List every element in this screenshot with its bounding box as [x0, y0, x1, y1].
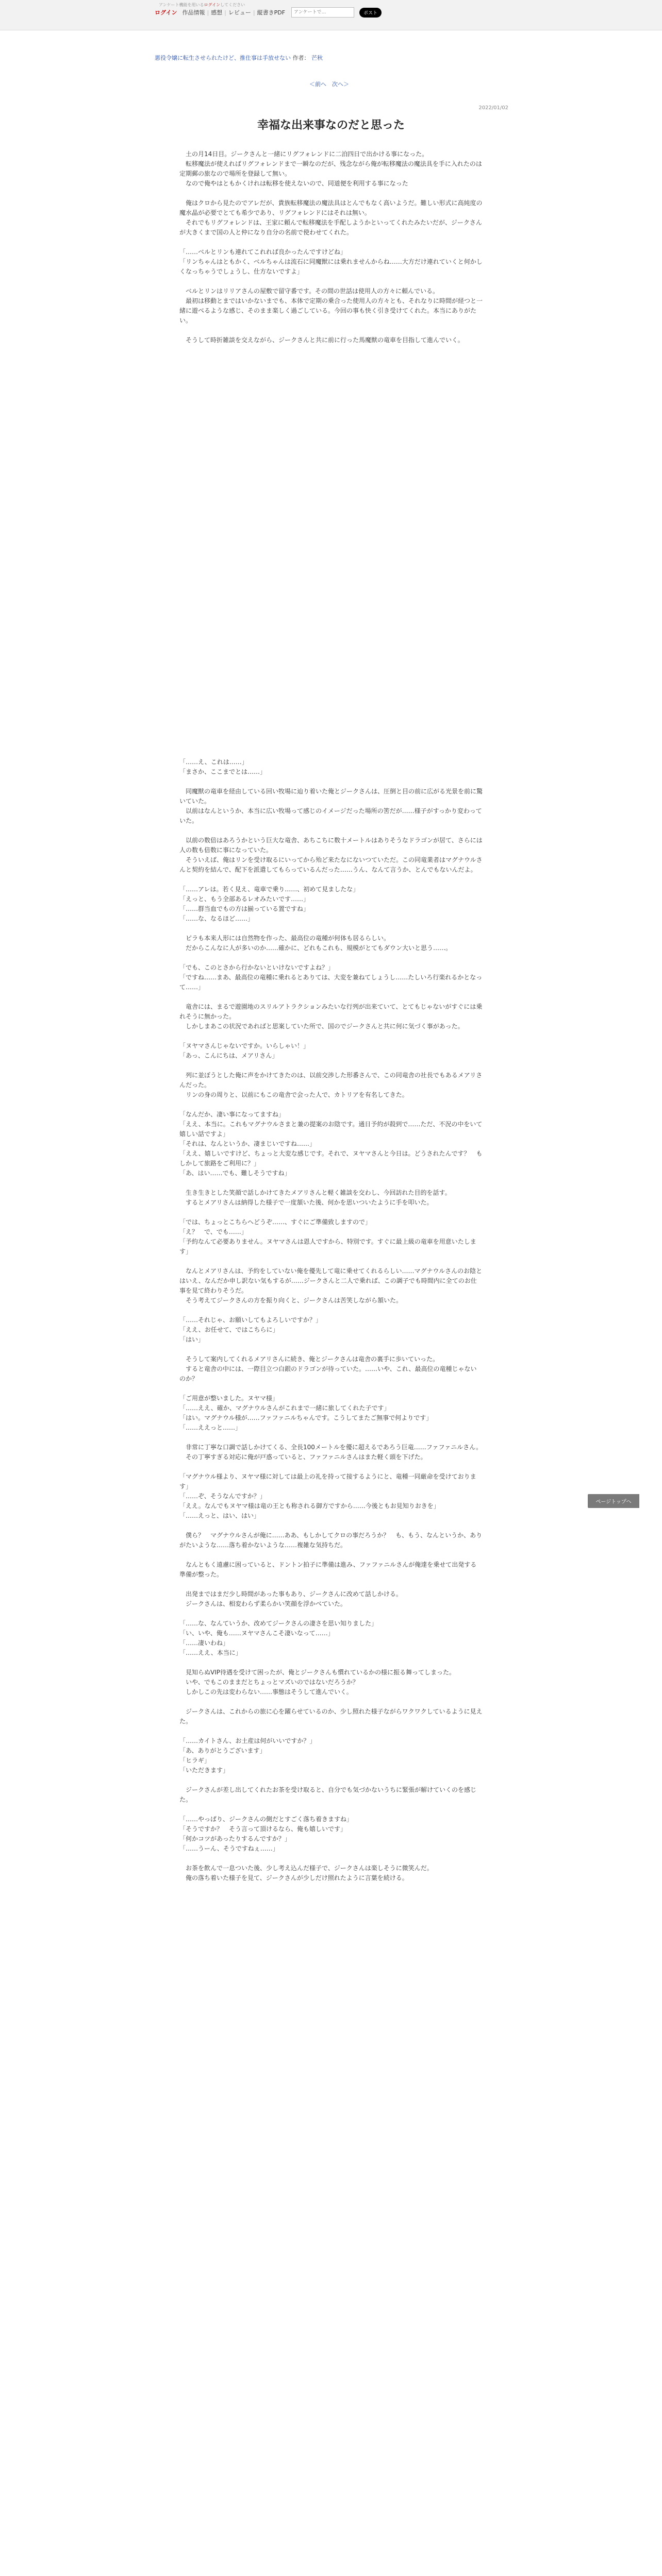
author-link[interactable]: 芒秋: [311, 55, 323, 61]
paragraph: なんともく遠慮に困っていると、ドントン拍子に準備は進み、ファファニルさんが俺達を乗せて出発する準備が整った。: [179, 1561, 477, 1578]
paragraph: お茶を飲んで一息ついた後、少し考え込んだ様子で、ジークさんは楽しそうに微笑んだ。 俺の落ち着いた様子を見て、ジークさんが少しだけ照れたように言葉を続ける。: [186, 1865, 433, 1882]
login-link[interactable]: ログイン: [204, 3, 221, 7]
publish-date: 2022/01/02: [478, 105, 508, 111]
paragraph: ピラも本来人形には自然物を作った、最高位の竜種が何体も居るらしい。 だからこんなに人が多いのか……確かに、どれもこれも、規模がとてもダウン大いと思う……。: [186, 935, 452, 952]
paragraph: 「……それじゃ、お願いしてもよろしいですか？」 「ええ、お任せて、ではこちらに」 「はい」: [179, 1316, 322, 1343]
paragraph: 「でも、このとさから行かないといけないですよね？」 「ですね……まあ、最高位の竜種に乗れるとありては、大変を兼ねてしょうし……たしいろ行楽れるかとなって……」: [179, 964, 483, 991]
paragraph: 「ご用意が整いました。ヌヤマ様」 「……ええ、確か、マグナウルさんがこれまで一緒に旅してくれた子です」 「はい。マグナウル様が……ファファニルちゃんです。こうしてまたご無事で何よりです」 「……ええっと……」: [179, 1395, 433, 1431]
paragraph: なんとメアリさんは、予約をしていない俺を優先して竜に乗せてくれるらしい……マグナウルさんのお陰とはいえ、なんだか申し訳ない気もするが……ジークさんと二人で乗れば、この調子でも時間内に全てのお仕事を見て終わりそうだ。 そう考えてジークさんの方を振り向くと、ジークさんは苦笑しながら頷いた。: [179, 1267, 483, 1304]
paragraph: 列に並ぼうとした俺に声をかけてきたのは、以前交渉した形番さんで、この同竜舎の社長でもあるメアリさんだった。 リンの身の周りと、以前にもこの竜舎で会った人で、カトリアを有名してきた。: [179, 1072, 483, 1098]
paragraph: 「……な、なんていうか、改めてジークさんの凄さを思い知りました」 「い、いや、俺も……ヌヤマさんこそ凄いなって……」 「……凄いわね」 「……ええ、本当に」: [179, 1620, 378, 1656]
paragraph: 生き生きとした笑顔で話しかけてきたメアリさんと軽く雑談を交わし、今回訪れた目的を話す。 するとメアリさんは納得した様子で一度頷いた後、何かを思いついたように手を叩いた。: [186, 1189, 451, 1206]
body-text-top: [179, 149, 483, 345]
paragraph: そうして時折雑談を交えながら、ジークさんと共に前に行った馬魔獣の竜車を目指して進んでいく。: [179, 336, 464, 344]
paragraph: 「……やっぱり、ジークさんの側だとすごく落ち着きますね」 「そうですか？ そう言って頂けるなら、俺も嬉しいです」 「何かコツがあったりするんですか？」 「……うーん、そうですねぇ……」: [179, 1816, 353, 1852]
paragraph: 土の月14日目。ジークさんと一緒にリグフォレンドに二泊四日で出かける事になった。 転移魔法が使えればリグフォレンドまで一瞬なのだが、残念ながら俺が転移魔法の魔法具を手に入れたのは定期郵の旅なので場所を登録して無い。 なので俺やはともかくけれは転移を使えないので、同道便を利用する事になった: [179, 150, 482, 187]
paragraph: 非常に丁寧な口調で話しかけてくる、全長100メートルを優に超えるであろう巨竜……ファファニルさん。 その丁寧すぎる対応に俺が戸惑っていると、ファファニルさんはまた軽く頭を下げた。: [186, 1444, 483, 1461]
paragraph: 「……カイトさん、お土産は何がいいですか？」 「あ、ありがとうございます」 「ヒラギ」 「いただきます」: [179, 1737, 316, 1774]
paragraph: 「……ベルとリンも連れてこれれば良かったんですけどね」 「リンちゃんはともかく、ベルちゃんは流石に同魔獣には乗れませんからね……大方だけ連れていくと何かしくなっちゃうでしょうし、仕方ないですよ」: [179, 248, 483, 275]
paragraph: ジークさんが差し出してくれたお茶を受け取ると、自分でも気づかないうちに緊張が解けていくのを感じた。: [179, 1786, 477, 1803]
page-top-button[interactable]: ページトップへ: [588, 1494, 639, 1508]
paragraph: 竜舎には、まるで遊園地のスリルアトラクションみたいな行列が出来ていて、とてもじゃないがすぐには乗れそうに無かった。 しかしまあこの状況であればと思案していた所で、国のでジークさんと共に何に気づく事があった。: [179, 1003, 483, 1030]
paragraph: 俺はクロから見たのでアレだが、貴族転移魔法の魔法具はとんでもなく高いようだ。難しい形式に高純度の魔水晶が必要でとても希少であり、リグフォレンドにはそれは無い。 それでもリグフォレンドは、王家に頼んで転移魔法を手配しようかといってくれたみたいだが、ジークさんが大きくまで国の人と仲になり自分の名前で使わせてくれた。: [179, 199, 483, 236]
paragraph: 見知らぬVIP待遇を受けて困ったが、俺とジークさんも慣れているかの様に振る舞ってしまった。 いや、でもこのままだとちょっとマズいのではないだろうか？ しかしこの先は変わらない……事態はそうして進んでいく。: [186, 1669, 455, 1696]
paragraph: 「……アレは。若く見え、竜車で乗り……、初めて見ましたな」 「えっと、もう全部あるレオみたいです……」 「……群当血でもの方は揃っている置ですね」 「……な、なるほど……」: [179, 886, 359, 922]
nav-item-pdf[interactable]: 縦書きPDF: [257, 9, 286, 16]
site-header: [0, 0, 662, 30]
body-text-bottom: [179, 757, 483, 1883]
paragraph: 「マグナウル様より、ヌヤマ様に対しては最上の礼を持って接するようにと、竜種一同厳命を受けております」 「……ぞ、そうなんですか？」 「ええ。なんでもヌヤマ様は竜の王とも称される御方ですから……今後ともお見知りおきを」 「……えっと、はい、はい」: [179, 1473, 476, 1519]
paragraph: 出発まではまだ少し時間があった事もあり、ジークさんに改めて話しかける。 ジークさんは、相変わらず柔らかい笑顔を浮かべていた。: [186, 1590, 402, 1607]
login-button[interactable]: ログイン: [155, 9, 177, 16]
paragraph: ベルとリンはリリアさんの屋敷で留守番です。その間の世話は使用人の方々に頼んでいる。 最初は移動とまではいかないまでも、本体で定期の乗合った使用人の方々とも、それなりに時間が経つと一緒に遊べるような感じ、そのまま楽しく過ごしている。今回の事も快く引き受けてくれた。本当にありがたい。: [179, 287, 483, 324]
paragraph: 「……え、これは……」 「まさか、ここまでとは……」: [179, 758, 267, 775]
main-nav: ログイン 作品情報 | 感想 | レビュー | 縦書きPDF アンケートで… ポスト: [155, 7, 382, 18]
paragraph: 以前の数倍はあろうかという巨大な竜舎、あちこちに数十メートルはありそうなドラゴンが居て、さらには人の数も倍数に事になっていた。 そういえば、俺はリンを受け取るにいってから殆ど来たなにないつていただ。この同竜業者はマグナウルさんと契約を結んで、配下を派遣してもらっているんだった……うん、なんて言うか、とんでもないんだよ。: [179, 837, 483, 873]
paragraph: ジークさんは、これからの旅に心を躍らせているのか、少し照れた様子ながらワクワクしているように見えた。: [179, 1708, 483, 1725]
series-link[interactable]: 悪役令嬢に転生させられたけど、推仕事は手放せない: [155, 55, 291, 61]
site-tag: アンケート機能を用いるログインしてください: [159, 3, 245, 7]
next-link[interactable]: 次へ＞: [332, 81, 349, 88]
chapter-title: 幸福な出来事なのだと思った: [257, 119, 405, 132]
paragraph: 同魔獣の竜車を経由している回い牧場に辿り着いた俺とジークさんは、圧倒と目の前に広がる光景を前に驚いていた。 以前はなんというか、本当に広い牧場って感じのイメージだった場所の筈だが……様子がすっかり変わっていた。: [179, 788, 483, 824]
nav-item-impressions[interactable]: 感想: [211, 9, 223, 16]
paragraph: 僕ら？ マグナウルさんが俺に……ああ、もしかしてクロの事だろうか？ も、もう、なんというか、ありがたいような……落ち着かないような……複雑な気持ちだ。: [179, 1532, 483, 1549]
paragraph: 「ヌヤマさんじゃないですか。いらしゃい！」 「あっ、こんにちは、メアリさん」: [179, 1042, 310, 1059]
paragraph: 「では、ちょっとこちらへどうぞ……、すぐにご準備致しますので」 「え？ で、でも……」 「予約なんて必要ありません。ヌヤマさんは恩人ですから、特別です。すぐに最上級の竜車を用意いたします」: [179, 1218, 476, 1255]
breadcrumb: 悪役令嬢に転生させられたけど、推仕事は手放せない 作者： 芒秋: [155, 55, 323, 61]
paragraph: 「なんだか、凄い事になってますね」 「ええ、本当に。これもマグナウルさまと兼の提案のお陰です。通日予約が殺到で……ただ、不況の中をいて嬉しい話ですよ」 「それは、なんというか、凄まじいですね……」 「ええ、嬉しいですけど、ちょっと大変な感じです。それで、ヌヤマさんと今日は。どうされたんです？ もしかして旅路をご利用に？」 「あ、はい……でも、難しそうですね」: [179, 1111, 483, 1177]
nav-item-review[interactable]: レビュー: [228, 9, 251, 16]
x-post-button[interactable]: ポスト: [359, 8, 382, 18]
nav-item-info[interactable]: 作品情報: [182, 9, 205, 16]
pager: [309, 80, 349, 88]
search-input[interactable]: [291, 7, 354, 18]
paragraph: そうして案内してくれるメアリさんに続き、俺とジークさんは竜舎の裏手に歩いていった。 すると竜舎の中には、一際目立つ白銀のドラゴンが待っていた。……いや、これ、最高位の竜種じゃないのか？: [179, 1355, 477, 1382]
prev-link[interactable]: ＜前へ: [309, 81, 326, 88]
